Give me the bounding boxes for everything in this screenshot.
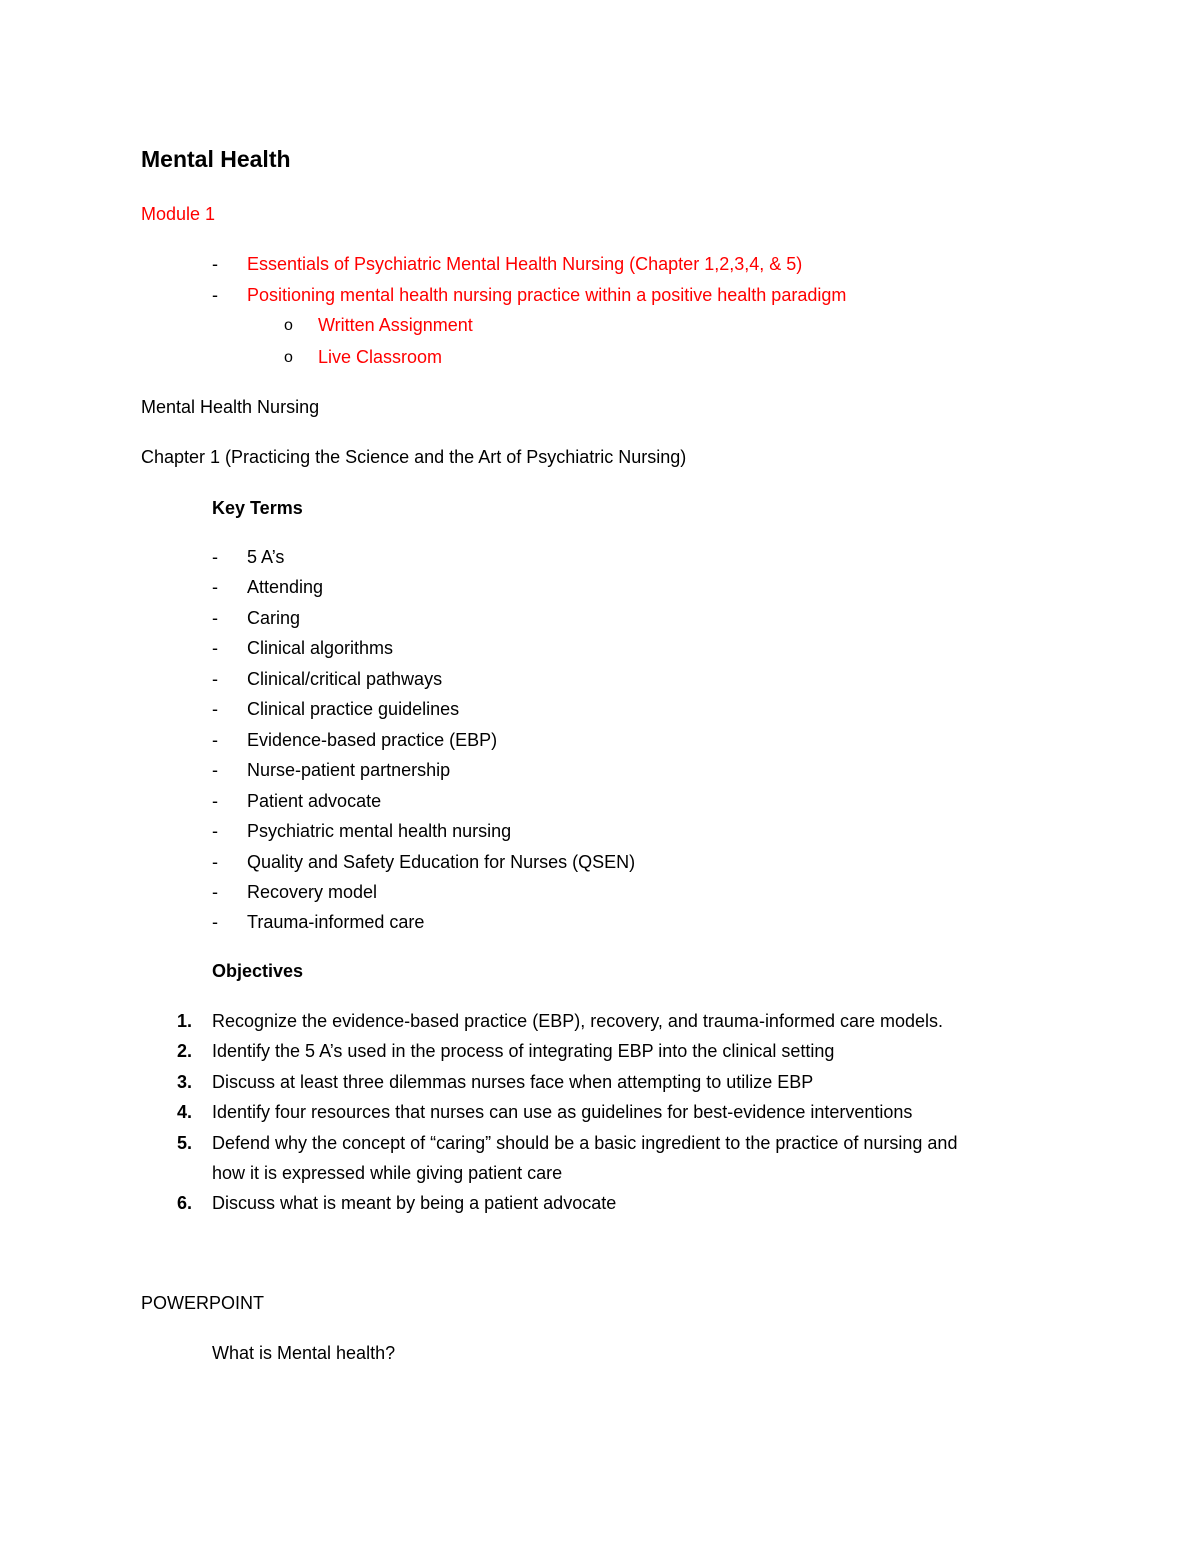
objective-line: Identify the 5 A’s used in the process of integrating EBP into the clinical setting <box>212 1041 835 1061</box>
list-dash: - <box>212 638 218 658</box>
list-dash: - <box>212 882 218 902</box>
module-label: Module 1 <box>141 204 216 224</box>
powerpoint-question: What is Mental health? <box>212 1343 396 1363</box>
objective-line: Identify four resources that nurses can use as guidelines for best-evidence interventions <box>212 1102 913 1122</box>
objective-line: Defend why the concept of “caring” should be a basic ingredient to the practice of nursing and <box>212 1133 958 1153</box>
list-item: Caring <box>247 608 301 628</box>
module-item: Essentials of Psychiatric Mental Health Nursing (Chapter 1,2,3,4, & 5) <box>247 254 803 274</box>
list-dash: - <box>212 852 218 872</box>
list-dash: - <box>212 760 218 780</box>
module-item-dash: - <box>212 254 218 274</box>
list-dash: - <box>212 699 218 719</box>
list-dash: - <box>212 821 218 841</box>
objective-line-continued: how it is expressed while giving patient care <box>212 1163 563 1183</box>
module-subitem: Written Assignment <box>318 315 473 335</box>
list-number: 1. <box>176 1011 192 1031</box>
objectives-heading: Objectives <box>212 961 304 981</box>
list-dash: - <box>212 912 218 932</box>
objective-line: Discuss what is meant by being a patient advocate <box>212 1193 617 1213</box>
list-number: 2. <box>176 1041 192 1061</box>
list-item: Psychiatric mental health nursing <box>247 821 512 841</box>
list-item: Trauma-informed care <box>247 912 425 932</box>
document-title: Mental Health <box>141 146 291 172</box>
list-item: Quality and Safety Education for Nurses (QSEN) <box>247 852 636 872</box>
key-terms-heading: Key Terms <box>212 498 303 518</box>
module-item: Positioning mental health nursing practice within a positive health paradigm <box>247 285 847 305</box>
module-item-dash: - <box>212 285 218 305</box>
list-item: Evidence-based practice (EBP) <box>247 730 498 750</box>
list-item: Nurse-patient partnership <box>247 760 451 780</box>
sub-bullet: o <box>284 349 293 366</box>
list-item: Clinical algorithms <box>247 638 394 658</box>
list-number: 5. <box>176 1133 192 1153</box>
list-item: Clinical practice guidelines <box>247 699 460 719</box>
list-item: Patient advocate <box>247 791 382 811</box>
list-dash: - <box>212 608 218 628</box>
list-dash: - <box>212 547 218 567</box>
module-subitem: Live Classroom <box>318 347 443 367</box>
objective-line: Discuss at least three dilemmas nurses face when attempting to utilize EBP <box>212 1072 814 1092</box>
powerpoint-heading: POWERPOINT <box>141 1293 265 1313</box>
chapter-heading: Chapter 1 (Practicing the Science and the Art of Psychiatric Nursing) <box>141 447 687 467</box>
list-item: Attending <box>247 577 324 597</box>
list-dash: - <box>212 730 218 750</box>
list-number: 6. <box>176 1193 192 1213</box>
list-item: Clinical/critical pathways <box>247 669 443 689</box>
list-dash: - <box>212 669 218 689</box>
list-item: Recovery model <box>247 882 378 902</box>
list-number: 4. <box>176 1102 192 1122</box>
list-dash: - <box>212 577 218 597</box>
sub-bullet: o <box>284 317 293 334</box>
list-dash: - <box>212 791 218 811</box>
objective-line: Recognize the evidence-based practice (EBP), recovery, and trauma-informed care models. <box>212 1011 944 1031</box>
list-item: 5 A’s <box>247 547 285 567</box>
list-number: 3. <box>176 1072 192 1092</box>
section-heading: Mental Health Nursing <box>141 397 320 417</box>
